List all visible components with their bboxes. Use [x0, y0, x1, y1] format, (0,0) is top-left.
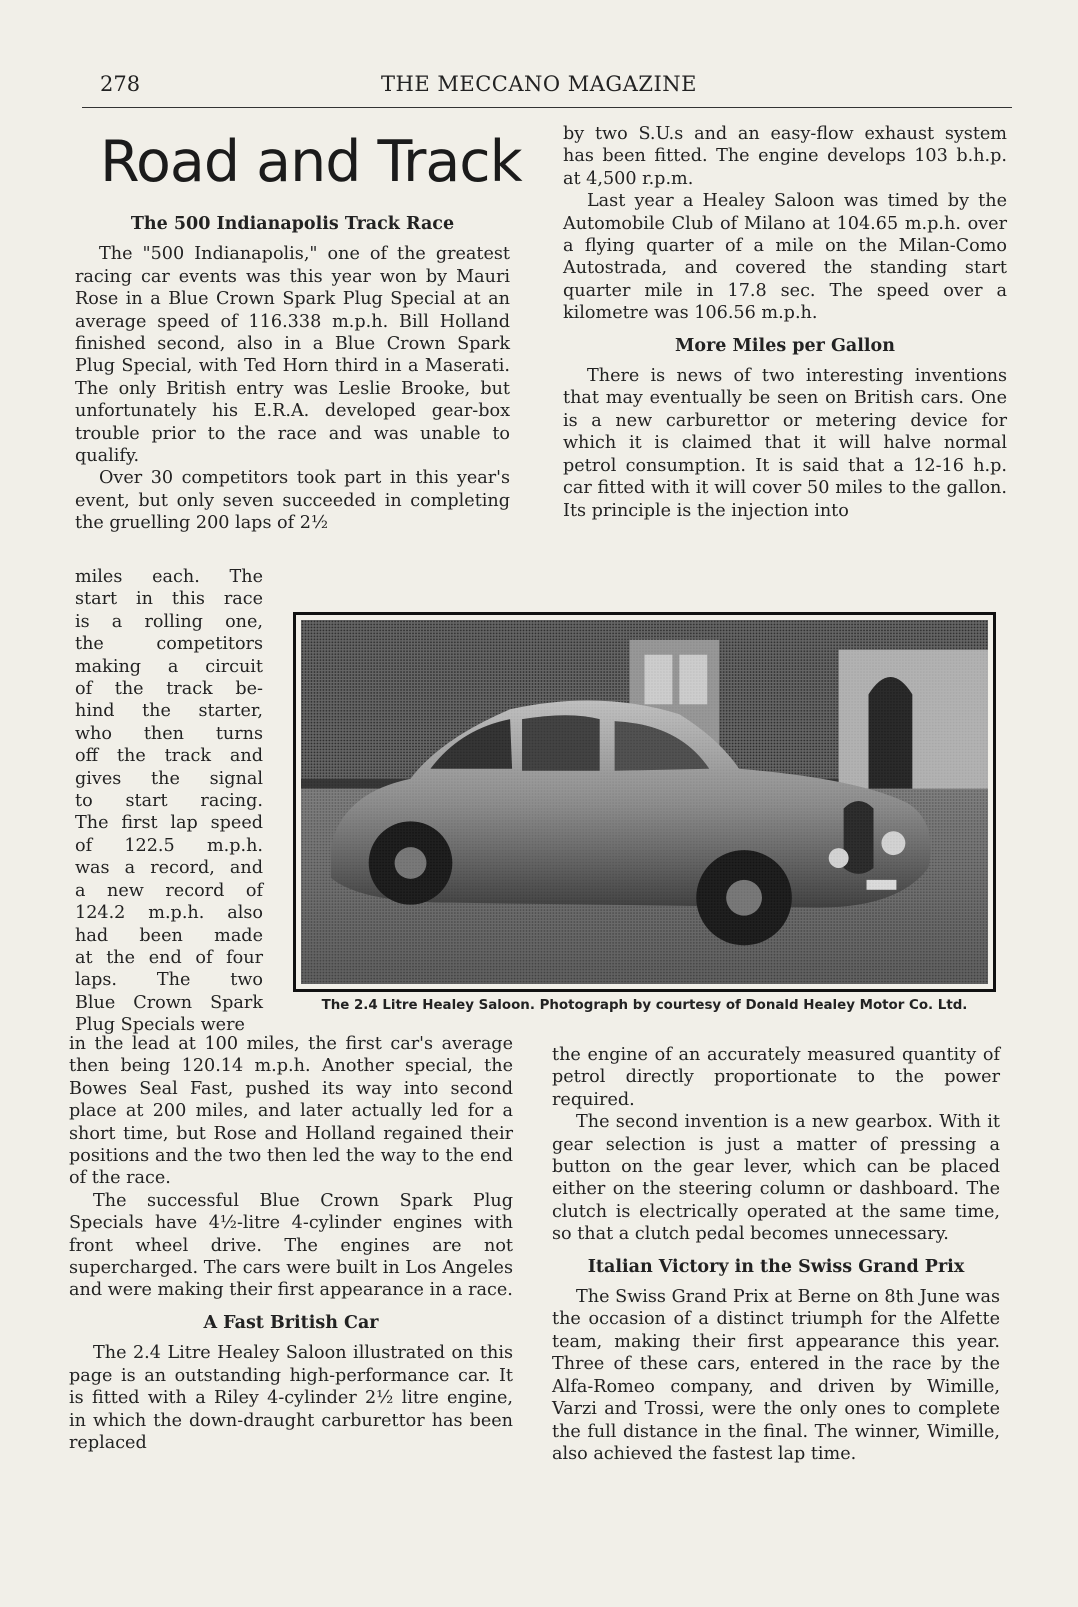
narrow-line: miles each. The: [75, 567, 263, 587]
left-column-bottom: [69, 1033, 513, 1454]
narrow-line: had been made: [75, 925, 263, 946]
healey-saloon-photo: [301, 620, 988, 984]
paragraph-swiss-grand-prix: The Swiss Grand Prix at Berne on 8th June was the occasion of a distinct triumph for the Alfette team, making their first appearance this year. Three of these cars, entered in the race by the Alfa-Romeo company, and driven by Wimille, Varzi and Trossi, were the only ones to complete the full distance in the final. The winner, Wimille, also achieved the fastest lap time.: [552, 1287, 1000, 1464]
paragraph-milano: Last year a Healey Saloon was timed by the Automobile Club of Milano at 104.65 m.p.h. over a flying quarter of a mile on the Milan-Como Autostrada, and covered the standing start quarter mile in 17.8 sec. The speed over a kilometre was 106.56 m.p.h.: [563, 191, 1007, 324]
narrow-line: making a circuit: [75, 656, 263, 677]
narrow-line: of 122.5 m.p.h.: [75, 835, 263, 856]
paragraph-gearbox: The second invention is a new gearbox. With it gear selection is just a matter of pressing a button on the gear lever, which can be placed either on the steering column or dashboard. The clutch is electrically operated at the same time, so that a clutch pedal becomes unnecessary.: [552, 1112, 1000, 1245]
narrow-line: laps. The two: [75, 970, 263, 991]
heading-swiss-grand-prix: Italian Victory in the Swiss Grand Prix: [587, 1256, 965, 1277]
paragraph-indianapolis-2b: in the lead at 100 miles, the first car's average then being 120.14 m.p.h. Another special, the Bowes Seal Fast, pushed its way into second place at 200 miles, and later actually led for a short time, but Rose and Holland regained their positions and the two then led the way to the end of the race.: [69, 1034, 513, 1189]
paragraph-petrol: the engine of an accurately measured quantity of petrol directly proportionate to the power required.: [552, 1045, 1000, 1110]
narrow-line: to start racing.: [75, 791, 263, 812]
magazine-title: THE MECCANO MAGAZINE: [381, 72, 697, 96]
right-column-top: [563, 123, 1007, 522]
paragraph-blue-crown: The successful Blue Crown Spark Plug Specials have 4½-litre 4-cylinder engines with front wheel drive. The engines are not supercharged. The cars were built in Los Angeles and were making their first appearance in a race.: [69, 1190, 513, 1301]
left-column-narrow: [75, 566, 263, 1037]
narrow-line: the competitors: [75, 634, 263, 655]
header-rule: [82, 107, 1012, 108]
narrow-line: The first lap speed: [75, 813, 263, 834]
narrow-line: who then turns: [75, 723, 263, 744]
left-column-top: [75, 207, 510, 535]
narrow-line: gives the signal: [75, 768, 263, 789]
narrow-line: a new record of: [75, 880, 263, 901]
paragraph-indianapolis-2a: Over 30 competitors took part in this year's event, but only seven succeeded in completing the gruelling 200 laps of 2½: [75, 468, 510, 534]
paragraph-indianapolis-1: The "500 Indianapolis," one of the greatest racing car events was this year won by Mauri Rose in a Blue Crown Spark Plug Special at an average speed of 116.338 m.p.h. Bill Holland finished second, also in a Blue Crown Spark Plug Special, with Ted Horn third in a Maserati. The only British entry was Leslie Brooke, but unfortunately his E.R.A. developed gear-box trouble prior to the race and was unable to qualify.: [75, 244, 510, 467]
photo-caption: The 2.4 Litre Healey Saloon. Photograph by courtesy of Donald Healey Motor Co. Ltd.: [321, 998, 968, 1013]
narrow-line: off the track and: [75, 746, 263, 767]
narrow-line: at the end of four: [75, 947, 263, 968]
narrow-line: 124.2 m.p.h. also: [75, 903, 263, 924]
paragraph-inventions: There is news of two interesting inventions that may eventually be seen on British cars. One is a new carburettor or metering device for which it is claimed that it will halve normal petrol consumption. It is said that a 12-16 h.p. car fitted with it will cover 50 miles to the gallon. Its principle is the injection into: [563, 366, 1007, 521]
heading-more-miles: More Miles per Gallon: [675, 335, 895, 356]
narrow-line: was a record, and: [75, 858, 263, 879]
narrow-line: start in this race: [75, 589, 263, 610]
page-number: 278: [100, 72, 141, 96]
narrow-line: hind the starter,: [75, 701, 263, 722]
right-column-bottom: [552, 1044, 1000, 1465]
heading-fast-british-car: A Fast British Car: [203, 1312, 379, 1333]
paragraph-su: by two S.U.s and an easy-flow exhaust system has been fitted. The engine develops 103 b.h.p. at 4,500 r.p.m.: [563, 124, 1007, 189]
narrow-line: of the track be-: [75, 679, 263, 700]
narrow-line: Plug Specials were: [75, 1015, 245, 1036]
narrow-line: Blue Crown Spark: [75, 992, 263, 1013]
narrow-line: is a rolling one,: [75, 611, 263, 632]
article-title: Road and Track: [100, 129, 522, 195]
car-photo-frame: [293, 612, 996, 992]
paragraph-healey: The 2.4 Litre Healey Saloon illustrated on this page is an outstanding high-performance car. It is fitted with a Riley 4-cylinder 2½ litre engine, in which the down-draught carburettor has been replaced: [69, 1343, 513, 1453]
heading-indianapolis: The 500 Indianapolis Track Race: [130, 214, 455, 234]
